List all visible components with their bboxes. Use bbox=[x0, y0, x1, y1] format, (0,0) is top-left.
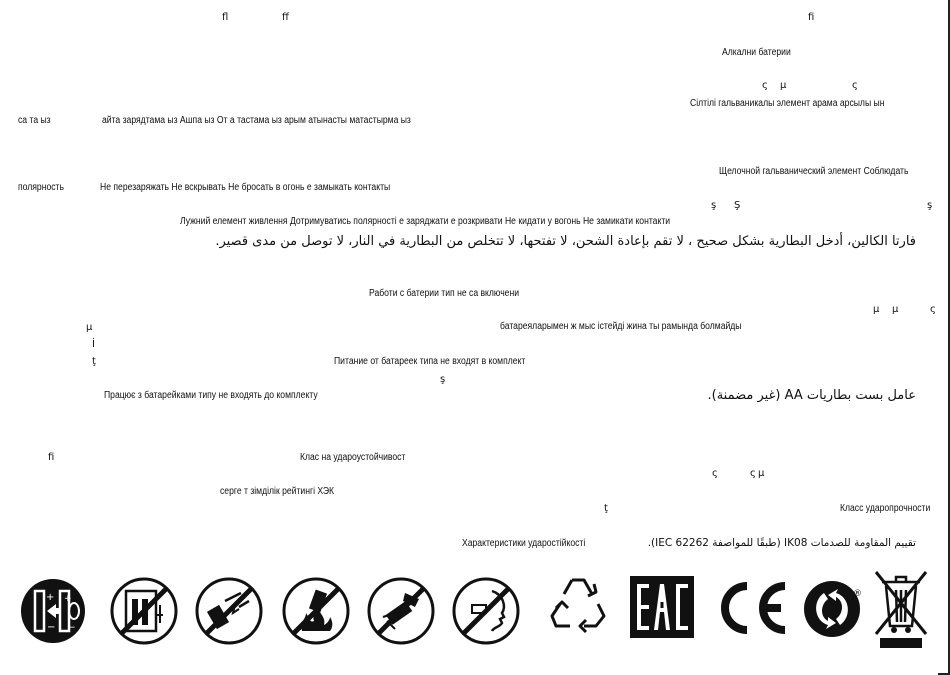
glyph-t-cedilla: ţ bbox=[92, 356, 96, 367]
text-kk-silteli: Сілтілі гальваникалы элемент арама арсылы ын bbox=[690, 98, 885, 109]
text-kk-line2: айта зарядтама ыз Ашпа ыз От а тастама ыз арым атынасты матастырма ыз bbox=[102, 115, 411, 126]
glyph-final-s: ş bbox=[440, 374, 446, 385]
text-uk-impact: Характеристики ударостійкості bbox=[462, 538, 586, 549]
text-uk-line: Лужний елемент живлення Дотримуватись полярності е заряджати е розкривати Не кидати у вогонь Не замикати контакти bbox=[180, 216, 671, 227]
glyph-c-hook: ς bbox=[712, 468, 718, 479]
glyph-mu: μ bbox=[892, 304, 899, 315]
recycle-icon bbox=[548, 572, 608, 636]
glyph-final-s: ş bbox=[711, 200, 717, 211]
eac-mark-icon bbox=[630, 576, 694, 638]
text-ar-battery-type: عامل بست بطاريات AA (غير مضمنة). bbox=[707, 388, 916, 403]
battery-charging-prohibited-icon bbox=[110, 577, 178, 645]
text-kk-line2-start: са та ыз bbox=[18, 115, 51, 126]
glyph-final-s: ş bbox=[927, 200, 933, 211]
glyph-c-hook: ς bbox=[852, 80, 858, 91]
text-kk-impact: серге т зімділік рейтингі ХЭК bbox=[220, 486, 335, 497]
glyph-big-s: Ş bbox=[734, 200, 741, 211]
text-bg-battery-type: Работи с батерии тип не са включени bbox=[369, 288, 520, 299]
glyph-c-hook: ς bbox=[750, 468, 756, 479]
svg-text:+: + bbox=[64, 594, 72, 604]
registered-mark: ® bbox=[853, 589, 862, 599]
glyph-ff: ff bbox=[282, 12, 289, 23]
text-be-battery-type: Працює з батарейками типу не входять до комплекту bbox=[104, 390, 318, 401]
glyph-c-hook: ς bbox=[762, 80, 768, 91]
text-ar-line1: فارتا الكالين، أدخل البطارية بشكل صحيح ، لا تقم بإعادة الشحن، لا تفتحها، لا تتخلص من البطارية في النار، لا توصل من مدى قصير. bbox=[215, 234, 916, 249]
ce-mark-icon bbox=[713, 580, 791, 636]
svg-text:+: + bbox=[46, 592, 55, 603]
battery-swallow-prohibited-icon bbox=[452, 577, 520, 645]
text-ru-impact: Класс ударопрочности bbox=[840, 503, 931, 514]
glyph-c-hook: ς bbox=[930, 304, 936, 315]
text-ru-battery-type: Питание от батареек типа не входят в комплект bbox=[334, 356, 526, 367]
text-ru-line1: Щелочной гальванический элемент Соблюдать bbox=[719, 166, 909, 177]
svg-text:−: − bbox=[68, 623, 76, 633]
glyph-fi: fi bbox=[808, 12, 815, 23]
glyph-mu: μ bbox=[86, 322, 93, 333]
text-ru-line2-start: полярность bbox=[18, 182, 64, 193]
battery-short-circuit-prohibited-icon bbox=[195, 577, 263, 645]
text-ru-line2: Не перезаряжать Не вскрывать Не бросать в огонь е замыкать контакты bbox=[100, 182, 391, 193]
text-alkaline-bg: Алкални батерии bbox=[722, 47, 791, 58]
glyph-fl: fl bbox=[222, 12, 229, 23]
weee-bin-icon bbox=[870, 568, 932, 650]
glyph-t-cedilla: ţ bbox=[604, 503, 608, 514]
battery-insertion-icon bbox=[20, 578, 86, 644]
battery-fire-prohibited-icon bbox=[282, 577, 350, 645]
text-bg-impact: Клас на удароустойчивост bbox=[300, 452, 406, 463]
svg-text:−: − bbox=[47, 622, 56, 633]
glyph-dot-i: İ bbox=[92, 339, 95, 350]
text-kk-battery-type: батареяларымен ж мыс істейді жина ты рамында болмайды bbox=[500, 321, 742, 332]
glyph-mu: μ bbox=[758, 468, 765, 479]
glyph-mu: μ bbox=[873, 304, 880, 315]
text-ar-impact: تقييم المقاومة للصدمات IK08 (طبقًا للمواصفة IEC 62262). bbox=[647, 537, 916, 549]
glyph-mu: μ bbox=[780, 80, 787, 91]
glyph-fi: fi bbox=[48, 452, 55, 463]
battery-crush-prohibited-icon bbox=[367, 577, 435, 645]
